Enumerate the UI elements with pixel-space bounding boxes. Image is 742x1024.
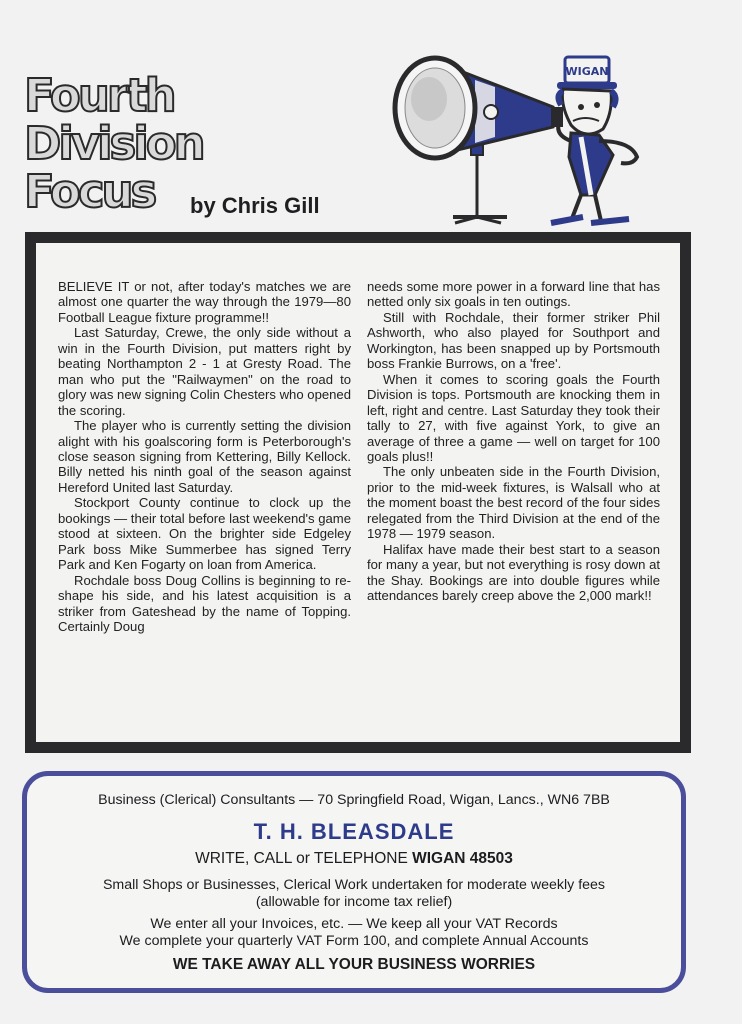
article-column-left — [58, 279, 351, 742]
title-line-2: Division — [24, 117, 203, 170]
paragraph: Last Saturday, Crewe, the only side without a win in the Fourth Division, put matters right by beating Northampton 2 - 1 at Gresty Road. The man who put the "Railwaymen" on the road to glory was new signing Colin Chesters who opened the scoring. — [58, 325, 351, 418]
megaphone-icon — [395, 58, 563, 158]
paragraph: Still with Rochdale, their former striker Phil Ashworth, who also played for Southport and Workington, has been snapped up by Portsmouth boss Frankie Burrows, on a 'free'. — [367, 309, 660, 372]
article-column-right — [367, 279, 660, 742]
ad-tagline: WE TAKE AWAY ALL YOUR BUSINESS WORRIES — [172, 956, 536, 973]
mascot-icon — [551, 57, 637, 223]
ad-contact-prefix: WRITE, CALL or TELEPHONE — [195, 850, 408, 867]
page-title — [24, 69, 203, 218]
ad-contact — [27, 850, 681, 867]
title-line-3: Focus — [24, 165, 155, 218]
paragraph: Halifax have made their best start to a season for many a year, but not everything is rosy down at the Shay. Bookings are into double figures while attendances barely creep above the 2,000 mark!! — [367, 541, 660, 604]
ad-business-name: T. H. BLEASDALE — [253, 819, 455, 844]
title-line-1: Fourth — [24, 69, 174, 122]
byline: by Chris Gill — [190, 193, 320, 218]
paragraph: When it comes to scoring goals the Fourth Division is tops. Portsmouth are knocking them in left, right and centre. Last Saturday they took their tally to 27, with five against York, to give an average of three a game — well on target for 100 goals plus!! — [367, 371, 660, 464]
ad-contact-phone: WIGAN 48503 — [412, 850, 513, 867]
megaphone-mascot-illustration — [385, 45, 685, 230]
ad-invoices-line: We enter all your Invoices, etc. — We keep all your VAT Records — [150, 916, 558, 932]
article-body — [36, 243, 680, 742]
article-frame — [25, 232, 691, 753]
paragraph: The only unbeaten side in the Fourth Division, prior to the mid-week fixtures, is Walsall who at the moment boast the best record of the four sides relegated from the Third Division at the end of the 1978 — 1979 season. — [367, 464, 660, 542]
paragraph: needs some more power in a forward line that has netted only six goals in ten outings. — [367, 279, 660, 310]
hat-text: WIGAN — [565, 65, 609, 78]
paragraph: BELIEVE IT or not, after today's matches we are almost one quarter the way through the 1979—80 Football League fixture programme!! — [58, 279, 351, 325]
advertisement — [22, 771, 686, 993]
ad-tax-note: (allowable for income tax relief) — [255, 894, 453, 910]
paragraph: Stockport County continue to clock up the bookings — their total before last weekend's game stood at sixteen. On the brighter side Edgeley Park boss Mike Summerbee has signed Terry Park and Ken Fogarty on loan from America. — [58, 495, 351, 573]
paragraph: The player who is currently setting the division alight with his goalscoring form is Peterborough's close season signing from Kettering, Billy Kellock. Billy netted his ninth goal of the season against Hereford United last Saturday. — [58, 418, 351, 495]
ad-address: Business (Clerical) Consultants — 70 Springfield Road, Wigan, Lancs., WN6 7BB — [98, 792, 610, 808]
paragraph: Rochdale boss Doug Collins is beginning to re-shape his side, and his latest acquisition is a striker from Gateshead by the name of Topping. Certainly Doug — [58, 572, 351, 634]
ad-service-line: Small Shops or Businesses, Clerical Work undertaken for moderate weekly fees — [102, 877, 606, 893]
stand-icon — [453, 143, 507, 223]
ad-vat-line: We complete your quarterly VAT Form 100, and complete Annual Accounts — [119, 933, 589, 949]
